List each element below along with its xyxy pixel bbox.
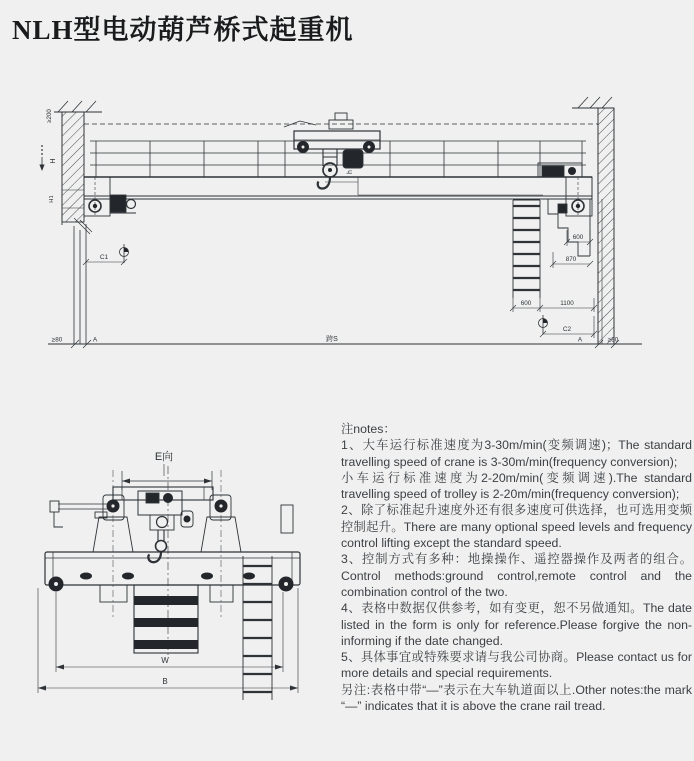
note-item-3: 3、控制方式有多种：地操操作、遥控器操作及两者的组合。Control methods:ground control,remote control and the combination control of the two. bbox=[341, 552, 692, 599]
dimension-600-1100 bbox=[510, 298, 597, 312]
under-beam-parts bbox=[100, 585, 233, 653]
page-title: NLH型电动葫芦桥式起重机 bbox=[12, 15, 354, 45]
end-view bbox=[38, 449, 300, 700]
front-elevation-view bbox=[39, 97, 642, 348]
span-dimension-line bbox=[48, 335, 642, 348]
right-wall bbox=[572, 97, 614, 344]
dimension-c2 bbox=[539, 315, 598, 338]
dim-label-gte80-right: ≥80 bbox=[607, 336, 619, 344]
note-item-4: 4、表格中数据仅供参考，如有变更，恕不另做通知。The date listed in the form is only for reference.Please forgive the non-informing if the date changed. bbox=[341, 601, 692, 648]
left-end-carriage bbox=[84, 177, 136, 216]
dim-label-w: W bbox=[161, 656, 169, 665]
hoist-trolley bbox=[284, 113, 380, 168]
view-label-E: E向 bbox=[154, 451, 174, 463]
note-item-5: 5、具体事宜或特殊要求请与我公司协商。Please contact us for more details and special requirements. bbox=[341, 650, 692, 681]
dim-label-h: h bbox=[347, 170, 354, 174]
note-item-1: 1、大车运行标准速度为3-30m/min(变频调速)；The standard travelling speed of crane is 3-30m/min(frequency conversion); bbox=[341, 438, 692, 469]
note-item-2: 2、除了标准起升速度外还有很多速度可供选择，也可选用变频控制起升。There are many optional speed levels and frequency control lifting except the standard speed. bbox=[341, 503, 692, 551]
dimension-h bbox=[325, 170, 543, 195]
dim-label-H: H bbox=[48, 158, 57, 164]
left-dimension-labels bbox=[39, 109, 57, 203]
dimension-870 bbox=[550, 252, 593, 268]
dim-label-600-base: 600 bbox=[520, 300, 532, 307]
dim-label-a-right: A bbox=[577, 336, 583, 344]
dimension-c1 bbox=[83, 244, 129, 265]
hook bbox=[318, 149, 337, 189]
dim-label-1100: 1100 bbox=[560, 300, 574, 307]
dim-label-span: 跨S bbox=[326, 336, 338, 343]
note-item-1b: 小车运行标准速度为2-20m/min(变频调速).The standard travelling speed of trolley is 2-20m/min(frequency conversion); bbox=[341, 470, 692, 502]
end-carriage-beam bbox=[45, 552, 300, 592]
dim-label-gte200: ≥200 bbox=[46, 109, 53, 123]
note-item-other: 另注:表格中带“—”表示在大车轨道面以上.Other notes:the mark “—” indicates that it is above the crane rail tread. bbox=[341, 682, 692, 714]
dim-label-c1: C1 bbox=[99, 254, 109, 261]
dim-label-a-left: A bbox=[92, 336, 98, 344]
notes-heading: 注notes： bbox=[341, 422, 396, 436]
access-ladder-front bbox=[513, 199, 590, 298]
dim-label-gte80-left: ≥80 bbox=[51, 336, 63, 344]
dim-label-c2: C2 bbox=[562, 326, 572, 333]
dim-label-H1: H1 bbox=[49, 195, 55, 203]
festoon-arm bbox=[50, 501, 113, 527]
notes-block bbox=[341, 421, 692, 714]
dim-label-b: B bbox=[162, 677, 168, 686]
right-end-carriage bbox=[566, 177, 592, 216]
dim-label-600-side: 600 bbox=[572, 234, 584, 241]
bridge-girder bbox=[84, 141, 592, 199]
access-ladder-side bbox=[243, 505, 293, 700]
dim-label-870: 870 bbox=[565, 256, 577, 263]
